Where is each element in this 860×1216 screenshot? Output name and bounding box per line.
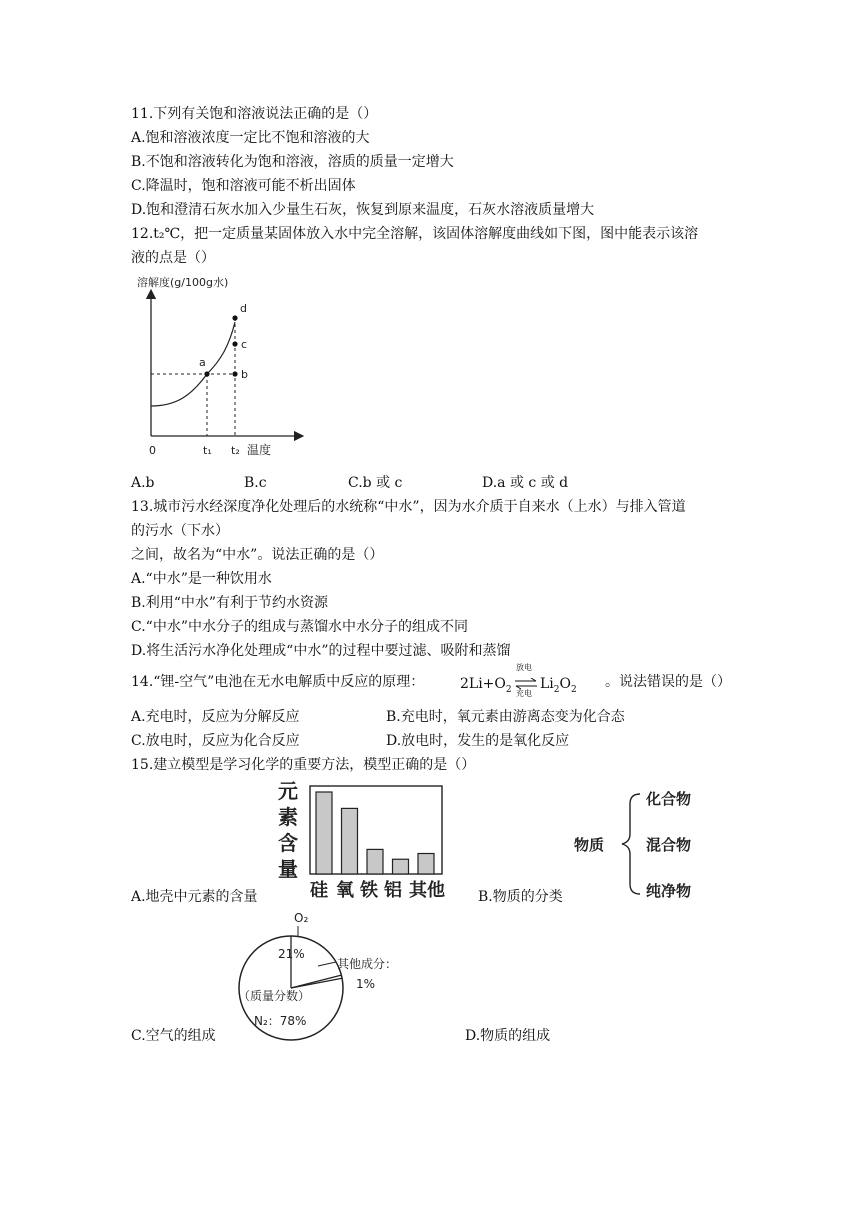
q12-solubility-graph <box>131 268 311 468</box>
q15-bar-ylabel <box>278 779 298 881</box>
q14-eq-bottom: 充电 <box>516 689 532 698</box>
q11-option-b: B.不饱和溶液转化为饱和溶液，溶质的质量一定增大 <box>131 154 454 170</box>
q14-eq-right-o: O <box>559 676 571 692</box>
q15-pie-slice-boundary-2 <box>291 978 342 988</box>
q15-pie-center-label: （质量分数） <box>238 989 311 1003</box>
q13-stem-line1: 13.城市污水经深度净化处理后的水统称“中水”，因为水介质于自来水（上水）与排入管道 <box>131 499 686 515</box>
q11-stem: 11.下列有关饱和溶液说法正确的是（） <box>131 106 378 122</box>
q14-eq-left-sub: 2 <box>505 684 512 695</box>
q14-option-a: A.充电时，反应为分解反应 <box>131 709 300 725</box>
q14-eq-right-li: Li <box>540 676 554 692</box>
q12-label-a: a <box>199 356 206 369</box>
q15-bar-0 <box>316 792 332 874</box>
q15-classify-item-0: 化合物 <box>646 790 692 808</box>
q15-pie-chart <box>216 906 416 1042</box>
q13-option-d: D.将生活污水净化处理成“中水”的过程中要过滤、吸附和蒸馏 <box>131 643 511 659</box>
q11-option-a: A.饱和溶液浓度一定比不饱和溶液的大 <box>131 130 370 146</box>
q15-option-a: A.地壳中元素的含量 <box>131 889 258 905</box>
q12-option-d: D.a 或 c 或 d <box>482 475 569 491</box>
q12-origin-label: 0 <box>149 444 156 457</box>
q15-classify-item-2: 纯净物 <box>646 882 692 900</box>
q15-pie-n2-label: N₂：78% <box>254 1014 307 1028</box>
q14-eq-top: 放电 <box>516 663 532 672</box>
q15-bar-2 <box>367 849 383 874</box>
q15-bar-category-4: 其他 <box>409 880 445 901</box>
q15-bar-category-3: 铝 <box>384 880 402 901</box>
q11-option-d: D.饱和澄清石灰水加入少量生石灰，恢复到原来温度，石灰水溶液质量增大 <box>131 202 595 218</box>
q12-point-a <box>204 371 209 376</box>
q15-bar-ylabel-char-3: 量 <box>278 857 298 881</box>
q12-t1-label: t₁ <box>203 444 212 457</box>
q15-option-c: C.空气的组成 <box>131 1028 216 1044</box>
q12-point-b <box>232 371 237 376</box>
q15-option-b: B.物质的分类 <box>478 889 563 905</box>
q15-bar-category-0: 硅 <box>310 880 328 901</box>
q12-option-a: A.b <box>131 475 155 491</box>
q12-xlabel: 温度 <box>247 443 272 457</box>
q14-option-b: B.充电时，氧元素由游离态变为化合态 <box>386 709 625 725</box>
q15-pie-o2-label: O₂ <box>294 911 309 925</box>
q13-stem-line2: 的污水（下水） <box>131 523 229 539</box>
q15-bar-ylabel-char-0: 元 <box>278 779 298 803</box>
q12-option-c: C.b 或 c <box>348 475 403 491</box>
q12-stem-line1: 12.t₂℃，把一定质量某固体放入水中完全溶解，该固体溶解度曲线如下图，图中能表示该溶 <box>131 226 699 242</box>
q15-pie-other-pct: 1% <box>356 977 376 991</box>
q12-graph-ylabel: 溶解度(g/100g水) <box>137 276 229 289</box>
q15-brace-icon <box>622 794 640 894</box>
q13-option-a: A.“中水”是一种饮用水 <box>131 571 272 587</box>
q15-classify-item-1: 混合物 <box>646 836 692 854</box>
q15-pie-other-leader <box>318 962 336 966</box>
q12-point-c <box>232 341 237 346</box>
q14-option-d: D.放电时，发生的是氧化反应 <box>386 733 570 749</box>
q13-stem-line3: 之间，故名为“中水”。说法正确的是（） <box>131 547 384 563</box>
q14-stem-after: 。说法错误的是（） <box>605 674 731 690</box>
q15-option-d: D.物质的组成 <box>465 1028 551 1044</box>
q13-option-b: B.利用“中水”有利于节约水资源 <box>131 595 329 611</box>
q15-bar-category-2: 铁 <box>360 880 378 901</box>
q12-label-b: b <box>241 368 248 381</box>
q14-stem-before: 14.“锂-空气”电池在无水电解质中反应的原理： <box>131 674 425 690</box>
q14-option-c: C.放电时，反应为化合反应 <box>131 733 300 749</box>
q15-classify-diagram <box>570 780 710 904</box>
q15-bar-category-1: 氧 <box>336 880 354 901</box>
q15-bar-chart <box>276 776 446 902</box>
q12-point-d <box>232 315 237 320</box>
q12-stem-line2: 液的点是（） <box>131 250 215 266</box>
q11-option-c: C.降温时，饱和溶液可能不析出固体 <box>131 178 356 194</box>
q15-bar-1 <box>342 808 358 874</box>
q13-option-c: C.“中水”中水分子的组成与蒸馏水中水分子的组成不同 <box>131 619 468 635</box>
q12-t2-label: t₂ <box>231 444 240 457</box>
q15-classify-root: 物质 <box>574 836 605 854</box>
q14-eq-left: 2Li+O <box>460 676 506 692</box>
q15-bar-4 <box>418 854 434 875</box>
q15-pie-other-label: 其他成分： <box>337 957 398 971</box>
q14-eq-right-sub1: 2 <box>553 684 560 695</box>
q12-option-b: B.c <box>244 475 267 491</box>
q15-bar-ylabel-char-1: 素 <box>278 805 298 829</box>
q12-solubility-curve <box>151 322 235 406</box>
q12-label-d: d <box>240 302 247 315</box>
q15-bar-3 <box>393 859 409 874</box>
q15-stem: 15.建立模型是学习化学的重要方法，模型正确的是（） <box>131 757 476 773</box>
q14-equation <box>460 663 600 702</box>
q15-pie-o2-pct: 21% <box>278 947 305 961</box>
q15-bar-ylabel-char-2: 含 <box>278 831 298 855</box>
q14-eq-right-sub2: 2 <box>571 684 577 695</box>
q12-label-c: c <box>241 338 248 351</box>
